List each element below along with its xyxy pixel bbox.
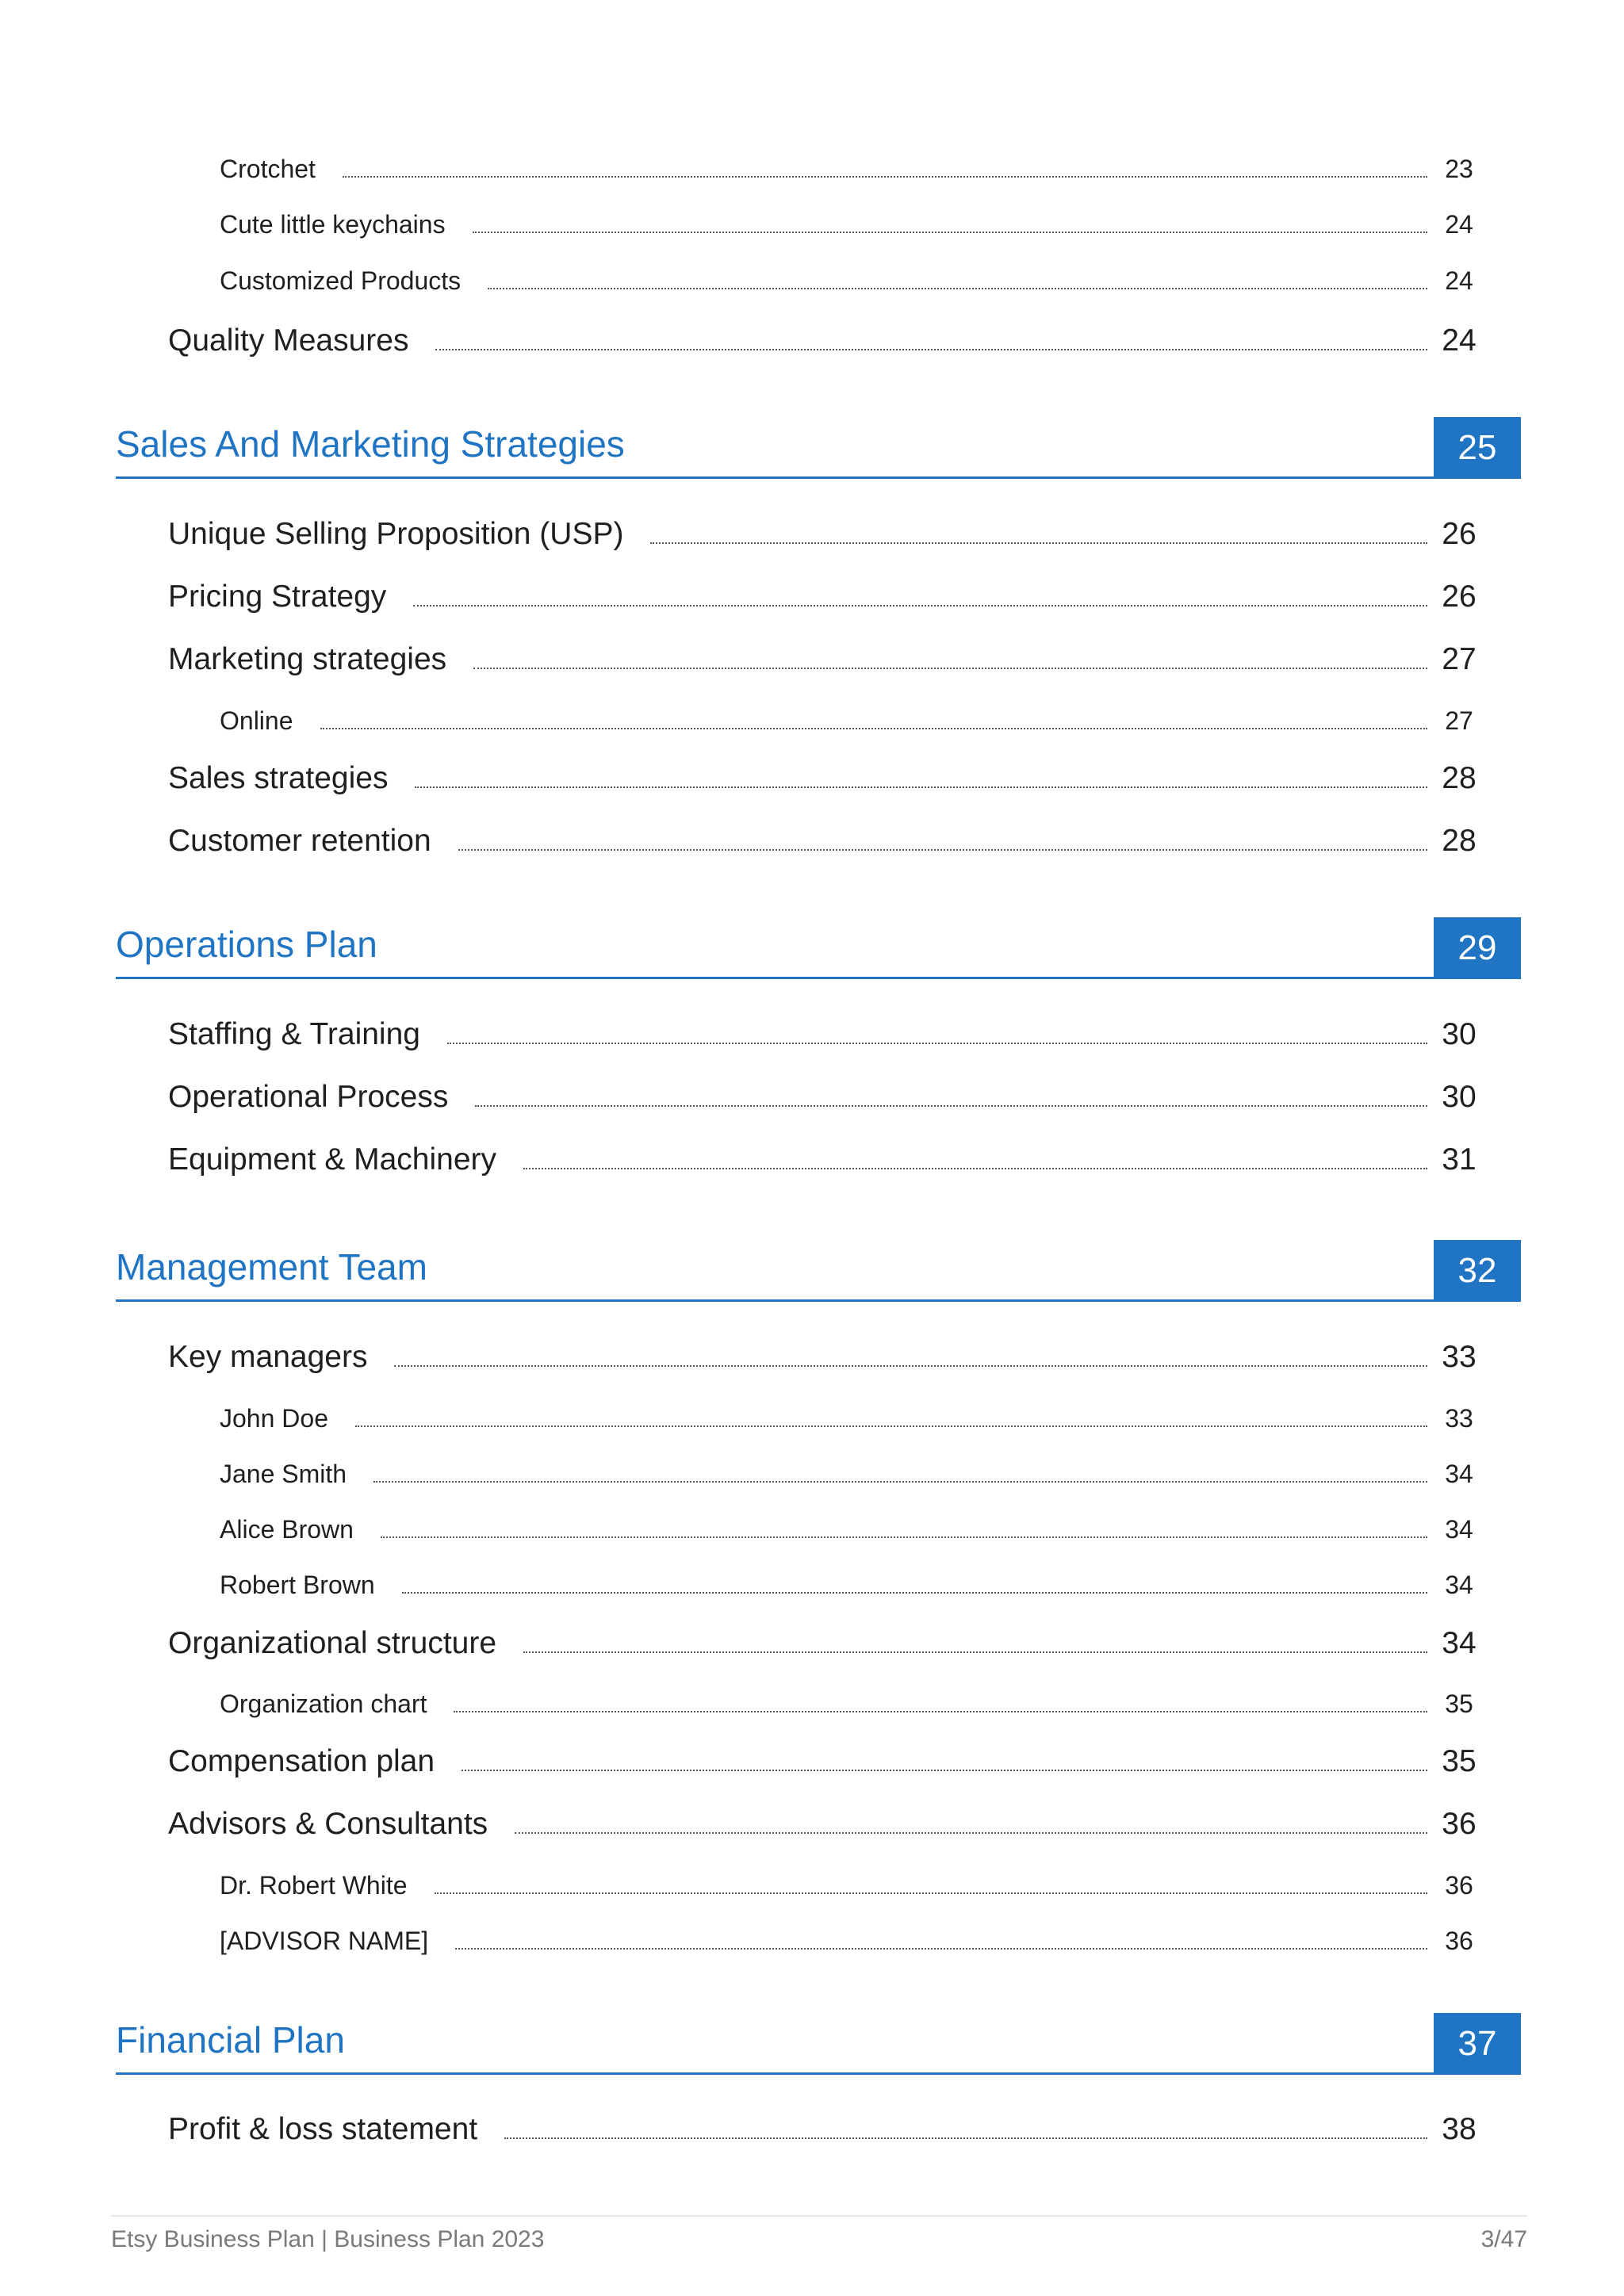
dot-leader <box>650 542 1427 544</box>
section-page-badge: 32 <box>1434 1240 1521 1302</box>
dot-leader <box>475 1105 1427 1107</box>
dot-leader <box>435 349 1427 350</box>
toc-entry-label: Pricing Strategy <box>168 580 387 614</box>
toc-entry-page: 26 <box>1442 517 1477 551</box>
toc-entry[interactable] <box>168 1004 1491 1052</box>
toc-entry-label: Crotchet <box>220 155 316 183</box>
section-title: Sales And Marketing Strategies <box>116 423 625 465</box>
footer-page-indicator: 3/47 <box>1480 2226 1527 2252</box>
dot-leader <box>320 728 1428 729</box>
toc-entry[interactable] <box>220 1678 1491 1719</box>
toc-entry-label: Organizational structure <box>168 1626 497 1660</box>
dot-leader <box>435 1892 1427 1894</box>
toc-entry-page: 27 <box>1445 706 1473 735</box>
toc-entry-label: Online <box>220 706 293 735</box>
dot-leader <box>488 288 1427 289</box>
toc-entry-label: Cute little keychains <box>220 210 446 239</box>
toc-entry[interactable] <box>168 1067 1491 1115</box>
toc-entry-page: 28 <box>1442 824 1477 858</box>
dot-leader <box>394 1365 1427 1367</box>
toc-entry[interactable] <box>220 143 1491 184</box>
toc-entry-label: Compensation plan <box>168 1744 435 1778</box>
dot-leader <box>515 1832 1427 1834</box>
dot-leader <box>454 1711 1427 1712</box>
toc-entry-page: 33 <box>1445 1404 1473 1433</box>
dot-leader <box>523 1168 1427 1169</box>
footer-document-title: Etsy Business Plan | Business Plan 2023 <box>111 2226 545 2252</box>
toc-entry[interactable] <box>168 1732 1491 1779</box>
toc-entry[interactable] <box>220 1859 1491 1900</box>
toc-entry[interactable] <box>220 1503 1491 1544</box>
toc-entry-label: Operational Process <box>168 1080 449 1114</box>
toc-entry-page: 24 <box>1445 266 1473 295</box>
toc-entry-page: 36 <box>1445 1927 1473 1955</box>
toc-entry[interactable] <box>220 1559 1491 1600</box>
dot-leader <box>458 849 1427 851</box>
dot-leader <box>473 668 1427 669</box>
toc-entry-label: Advisors & Consultants <box>168 1807 488 1841</box>
toc-entry-page: 34 <box>1442 1626 1477 1660</box>
toc-entry-page: 27 <box>1442 642 1477 676</box>
toc-entry-page: 28 <box>1442 761 1477 795</box>
dot-leader <box>504 2137 1427 2139</box>
toc-entry-label: Dr. Robert White <box>220 1871 408 1900</box>
dot-leader <box>447 1043 1427 1044</box>
dot-leader <box>455 1948 1427 1950</box>
toc-entry-page: 33 <box>1442 1340 1477 1374</box>
toc-entry-label: Profit & loss statement <box>168 2112 478 2146</box>
toc-entry-page: 34 <box>1445 1460 1473 1488</box>
toc-entry[interactable] <box>220 1448 1491 1489</box>
dot-leader <box>473 232 1427 233</box>
toc-entry-page: 36 <box>1445 1871 1473 1900</box>
toc-entry-page: 30 <box>1442 1017 1477 1051</box>
toc-entry-label: Jane Smith <box>220 1460 347 1488</box>
section-page-badge: 29 <box>1434 917 1521 979</box>
toc-section-header[interactable] <box>116 2011 1521 2075</box>
toc-entry[interactable] <box>168 504 1491 552</box>
toc-entry-page: 36 <box>1442 1807 1477 1841</box>
toc-entry[interactable] <box>220 695 1491 736</box>
toc-entry-page: 24 <box>1442 323 1477 358</box>
section-page-badge: 25 <box>1434 417 1521 479</box>
toc-entry[interactable] <box>168 567 1491 614</box>
section-title: Financial Plan <box>116 2019 345 2061</box>
toc-entry-label: Alice Brown <box>220 1515 354 1544</box>
toc-entry-label: Marketing strategies <box>168 642 447 676</box>
toc-entry[interactable] <box>220 1915 1491 1956</box>
dot-leader <box>462 1770 1427 1771</box>
dot-leader <box>381 1536 1427 1538</box>
toc-entry-page: 34 <box>1445 1515 1473 1544</box>
toc-entry-page: 30 <box>1442 1080 1477 1114</box>
toc-entry-label: Sales strategies <box>168 761 389 795</box>
dot-leader <box>343 176 1427 178</box>
toc-entry[interactable] <box>168 811 1491 859</box>
toc-entry-label: [ADVISOR NAME] <box>220 1927 429 1955</box>
footer-divider <box>111 2215 1527 2217</box>
toc-entry-label: Customized Products <box>220 266 462 295</box>
toc-entry-page: 31 <box>1442 1142 1477 1177</box>
dot-leader <box>415 786 1427 788</box>
toc-entry[interactable] <box>168 1613 1491 1661</box>
toc-entry-page: 34 <box>1445 1571 1473 1599</box>
toc-entry[interactable] <box>168 311 1491 358</box>
toc-entry[interactable] <box>168 1327 1491 1375</box>
dot-leader <box>402 1592 1427 1594</box>
toc-entry[interactable] <box>168 629 1491 677</box>
toc-entry-label: Robert Brown <box>220 1571 375 1599</box>
toc-section-header[interactable] <box>116 415 1521 479</box>
dot-leader <box>413 605 1427 607</box>
section-title: Management Team <box>116 1246 427 1288</box>
toc-entry-label: Quality Measures <box>168 323 409 358</box>
section-page-badge: 37 <box>1434 2013 1521 2075</box>
dot-leader <box>373 1481 1427 1483</box>
dot-leader <box>523 1651 1427 1653</box>
toc-entry[interactable] <box>168 2099 1491 2147</box>
toc-entry-label: Key managers <box>168 1340 368 1374</box>
toc-entry-label: Unique Selling Proposition (USP) <box>168 517 624 551</box>
toc-section-header[interactable] <box>116 1238 1521 1302</box>
toc-entry-label: Equipment & Machinery <box>168 1142 497 1177</box>
toc-entry[interactable] <box>220 198 1491 239</box>
dot-leader <box>355 1425 1427 1427</box>
toc-entry-label: Staffing & Training <box>168 1017 420 1051</box>
toc-entry[interactable] <box>220 1392 1491 1433</box>
toc-entry-label: Customer retention <box>168 824 431 858</box>
toc-entry-page: 24 <box>1445 210 1473 239</box>
toc-entry-label: Organization chart <box>220 1689 427 1718</box>
toc-entry[interactable] <box>168 1794 1491 1842</box>
toc-entry[interactable] <box>168 748 1491 796</box>
toc-entry-page: 23 <box>1445 155 1473 183</box>
toc-entry[interactable] <box>220 254 1491 296</box>
toc-entry-page: 38 <box>1442 2112 1477 2146</box>
toc-entry[interactable] <box>168 1130 1491 1177</box>
toc-entry-page: 35 <box>1442 1744 1477 1778</box>
toc-entry-page: 26 <box>1442 580 1477 614</box>
toc-entry-page: 35 <box>1445 1689 1473 1718</box>
toc-section-header[interactable] <box>116 915 1521 979</box>
toc-entry-label: John Doe <box>220 1404 328 1433</box>
section-title: Operations Plan <box>116 924 377 965</box>
